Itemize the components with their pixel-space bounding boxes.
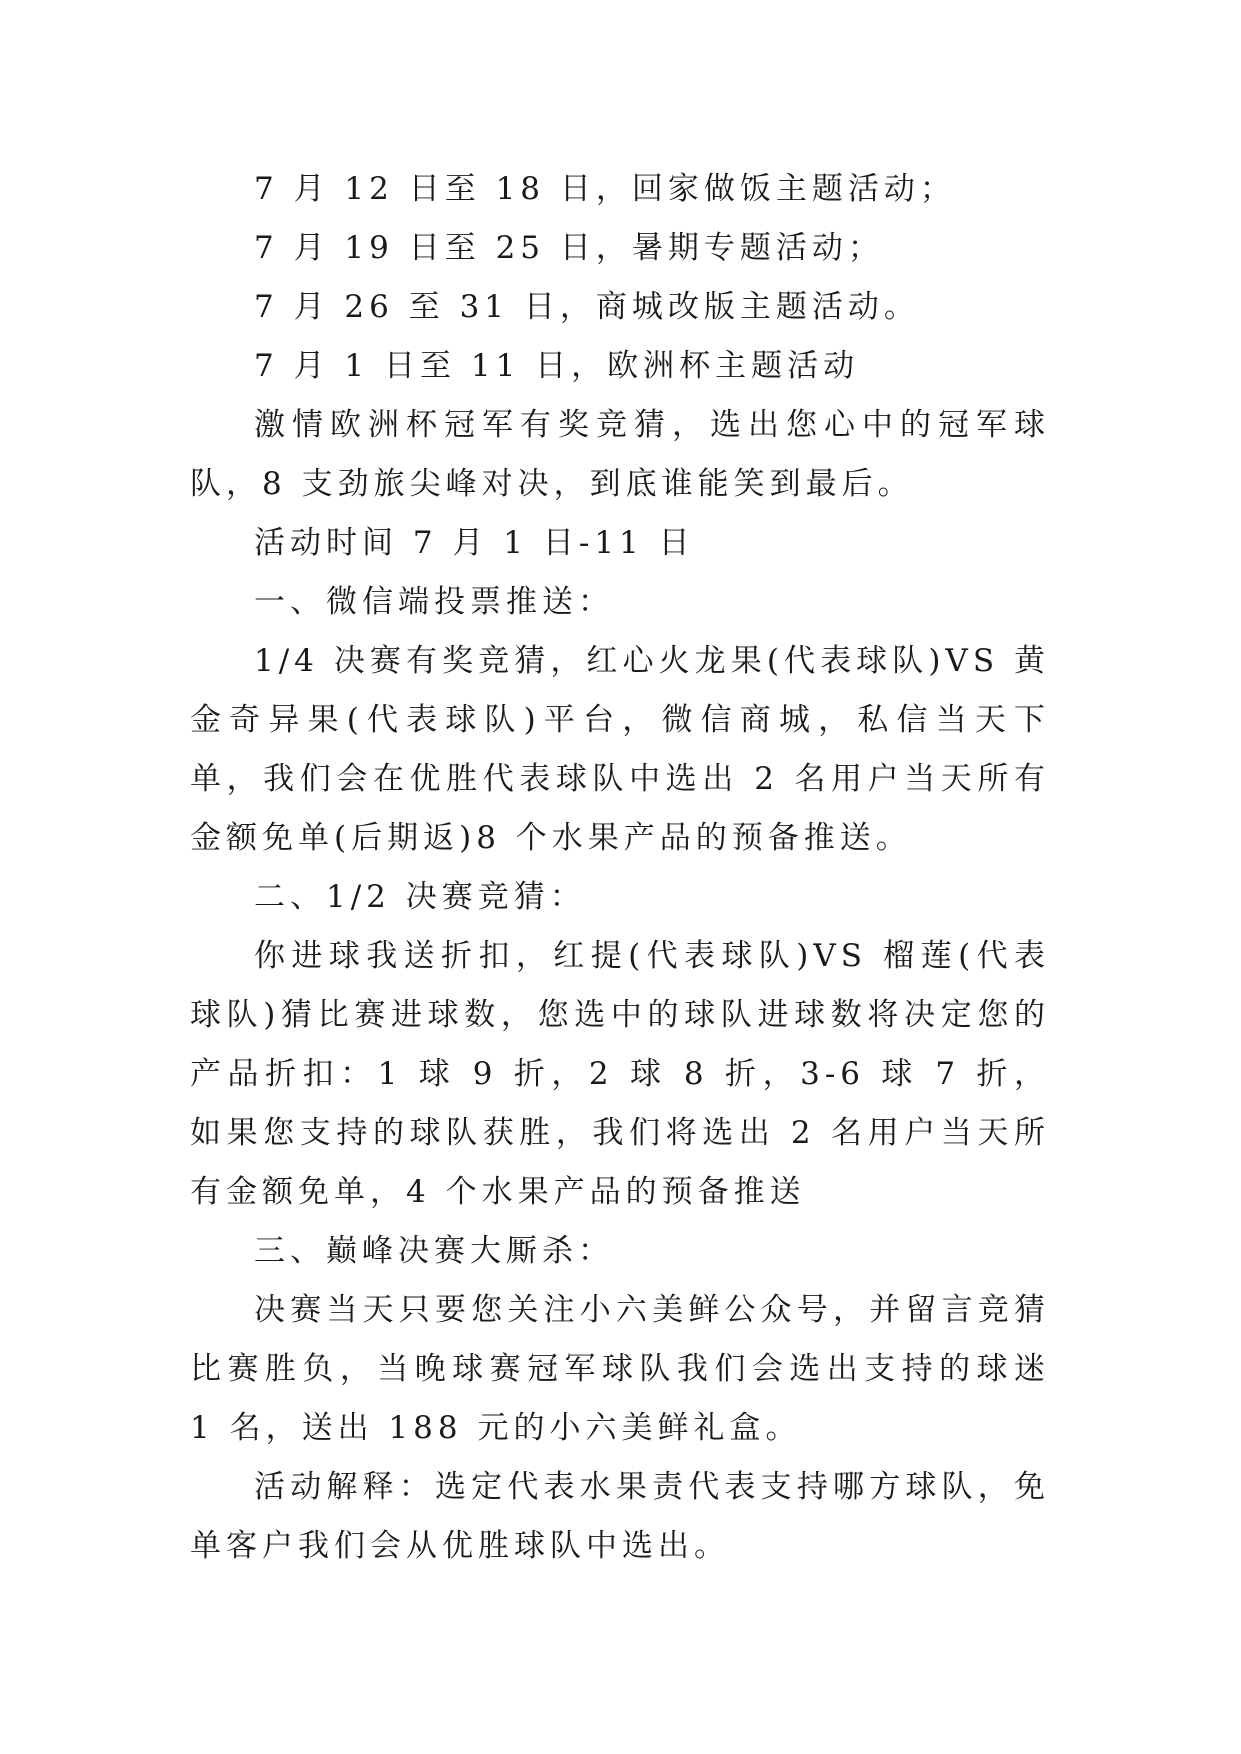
heading-section-two: 二、1/2 决赛竞猜： (254, 879, 586, 915)
heading-section-one: 一、微信端投票推送： (254, 584, 614, 620)
document-body (190, 160, 1050, 1576)
paragraph-euro-cup-intro: 激情欧洲杯冠军有奖竞猜，选出您心中的冠军球队，8 支劲旅尖峰对决，到底谁能笑到最后。 (190, 407, 1050, 502)
heading-section-three: 三、巅峰决赛大厮杀： (254, 1233, 614, 1269)
paragraph-schedule-jul-26-31: 7 月 26 至 31 日，商城改版主题活动。 (254, 289, 920, 325)
paragraph-final-guess: 决赛当天只要您关注小六美鲜公众号，并留言竞猜比赛胜负，当晚球赛冠军球队我们会选出支持的球迷 1 名，送出 188 元的小六美鲜礼盒。 (190, 1292, 1050, 1446)
paragraph-activity-time: 活动时间 7 月 1 日-11 日 (254, 525, 695, 561)
paragraph-semifinal-guess: 你进球我送折扣，红提(代表球队)VS 榴莲(代表球队)猜比赛进球数，您选中的球队进球数将决定您的产品折扣：1 球 9 折，2 球 8 折，3-6 球 7 折，如果您支持的球队获胜，我们将选出 2 名用户当天所有金额免单，4 个水果产品的预备推送 (190, 938, 1050, 1210)
paragraph-schedule-jul-12-18: 7 月 12 日至 18 日，回家做饭主题活动； (254, 171, 956, 207)
paragraph-schedule-jul-19-25: 7 月 19 日至 25 日，暑期专题活动； (254, 230, 884, 266)
paragraph-activity-explanation: 活动解释：选定代表水果责代表支持哪方球队，免单客户我们会从优胜球队中选出。 (190, 1469, 1050, 1564)
paragraph-schedule-jul-1-11: 7 月 1 日至 11 日，欧洲杯主题活动 (254, 348, 860, 384)
paragraph-quarterfinal-guess: 1/4 决赛有奖竞猜，红心火龙果(代表球队)VS 黄金奇异果(代表球队)平台，微信商城，私信当天下单，我们会在优胜代表球队中选出 2 名用户当天所有金额免单(后期返)8 个水果产品的预备推送。 (190, 643, 1050, 856)
